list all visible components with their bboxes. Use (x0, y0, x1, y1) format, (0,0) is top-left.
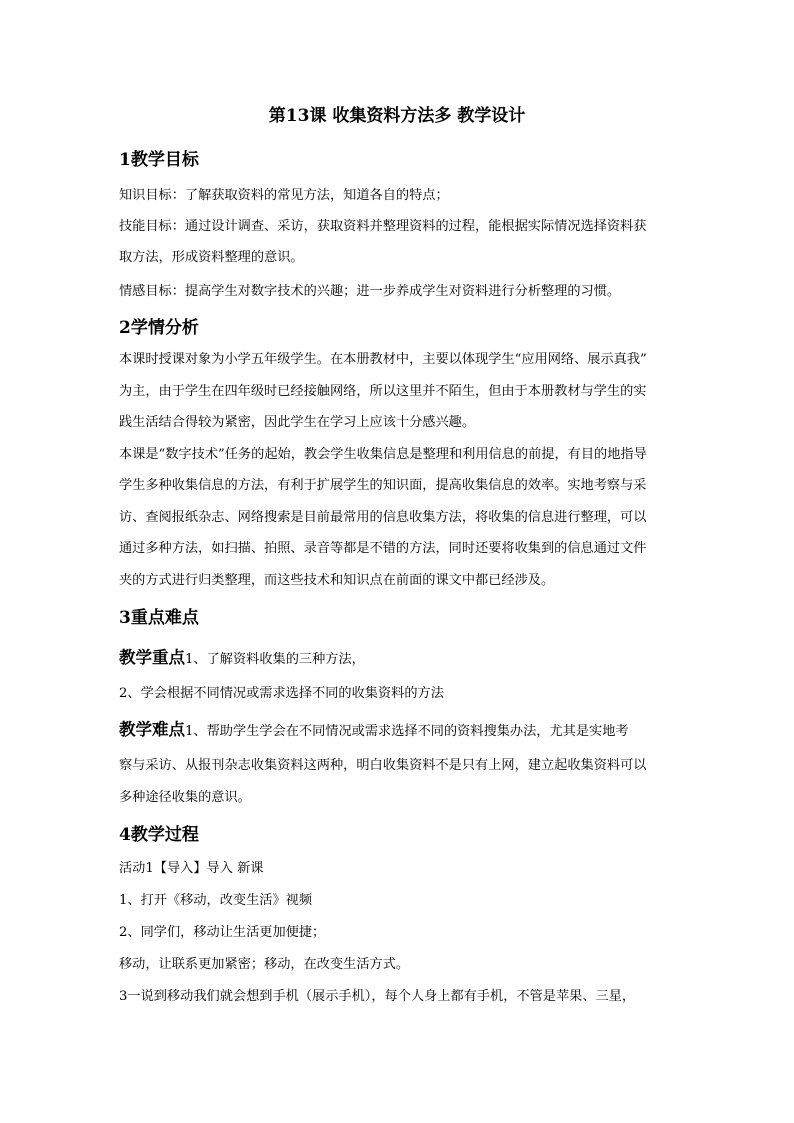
paragraph-line: 通过多种方法，如扫描、拍照、录音等都是不错的方法，同时还要将收集到的信息通过文件 (119, 541, 647, 556)
difficult-point-label: 教学难点 (119, 720, 185, 739)
paragraph-line: 技能目标：通过设计调查、采访，获取资料并整理资料的过程，能根据实际情况选择资料获 (119, 219, 647, 234)
section-heading-analysis: 2学情分析 (119, 318, 199, 338)
paragraph-line: 移动，让联系更加紧密；移动，在改变生活方式。 (119, 957, 410, 972)
difficult-point-line (119, 720, 629, 742)
paragraph-line: 2、同学们，移动让生活更加便捷； (119, 925, 326, 940)
paragraph-line: 为主，由于学生在四年级时已经接触网络，所以这里并不陌生，但由于本册教材与学生的实 (119, 384, 647, 399)
paragraph-line: 取方法，形成资料整理的意识。 (119, 250, 304, 265)
key-point-label: 教学重点 (119, 648, 185, 667)
difficult-point-text: 1、帮助学生学会在不同情况或需求选择不同的资料搜集办法，尤其是实地考 (185, 724, 629, 739)
paragraph-line: 学生多种收集信息的方法，有利于扩展学生的知识面，提高收集信息的效率。实地考察与采 (119, 478, 647, 493)
paragraph-line: 活动1【导入】导入 新课 (119, 861, 264, 876)
paragraph-line: 情感目标：提高学生对数字技术的兴趣；进一步养成学生对资料进行分析整理的习惯。 (119, 284, 621, 299)
key-point-text: 1、了解资料收集的三种方法， (185, 652, 365, 667)
paragraph-line: 察与采访、从报刊杂志收集资料这两种，明白收集资料不是只有上网，建立起收集资料可以 (119, 758, 647, 773)
paragraph-line: 1、打开《移动，改变生活》视频 (119, 893, 313, 908)
paragraph-line: 践生活结合得较为紧密，因此学生在学习上应该十分感兴趣。 (119, 415, 476, 430)
paragraph-line: 3一说到移动我们就会想到手机（展示手机），每个人身上都有手机，不管是苹果、三星， (119, 989, 636, 1004)
paragraph-line: 本课是“数字技术”任务的起始，教会学生收集信息是整理和利用信息的前提，有目的地指导 (119, 447, 647, 462)
paragraph-line: 夹的方式进行归类整理，而这些技术和知识点在前面的课文中都已经涉及。 (119, 573, 555, 588)
section-heading-key-points: 3重点难点 (119, 608, 199, 628)
section-heading-process: 4教学过程 (119, 825, 199, 845)
paragraph-line: 知识目标：了解获取资料的常见方法，知道各自的特点； (119, 188, 449, 203)
page-title: 第13课 收集资料方法多 教学设计 (268, 106, 526, 126)
paragraph-line: 本课时授课对象为小学五年级学生。在本册教材中，主要以体现学生“应用网络、展示真我” (119, 352, 647, 367)
key-point-line (119, 648, 365, 670)
paragraph-line: 多种途径收集的意识。 (119, 790, 251, 805)
paragraph-line: 访、查阅报纸杂志、网络搜索是目前最常用的信息收集方法，将收集的信息进行整理，可以 (119, 510, 647, 525)
paragraph-line: 2、学会根据不同情况或需求选择不同的收集资料的方法 (119, 686, 444, 701)
section-heading-objectives: 1教学目标 (119, 150, 199, 170)
